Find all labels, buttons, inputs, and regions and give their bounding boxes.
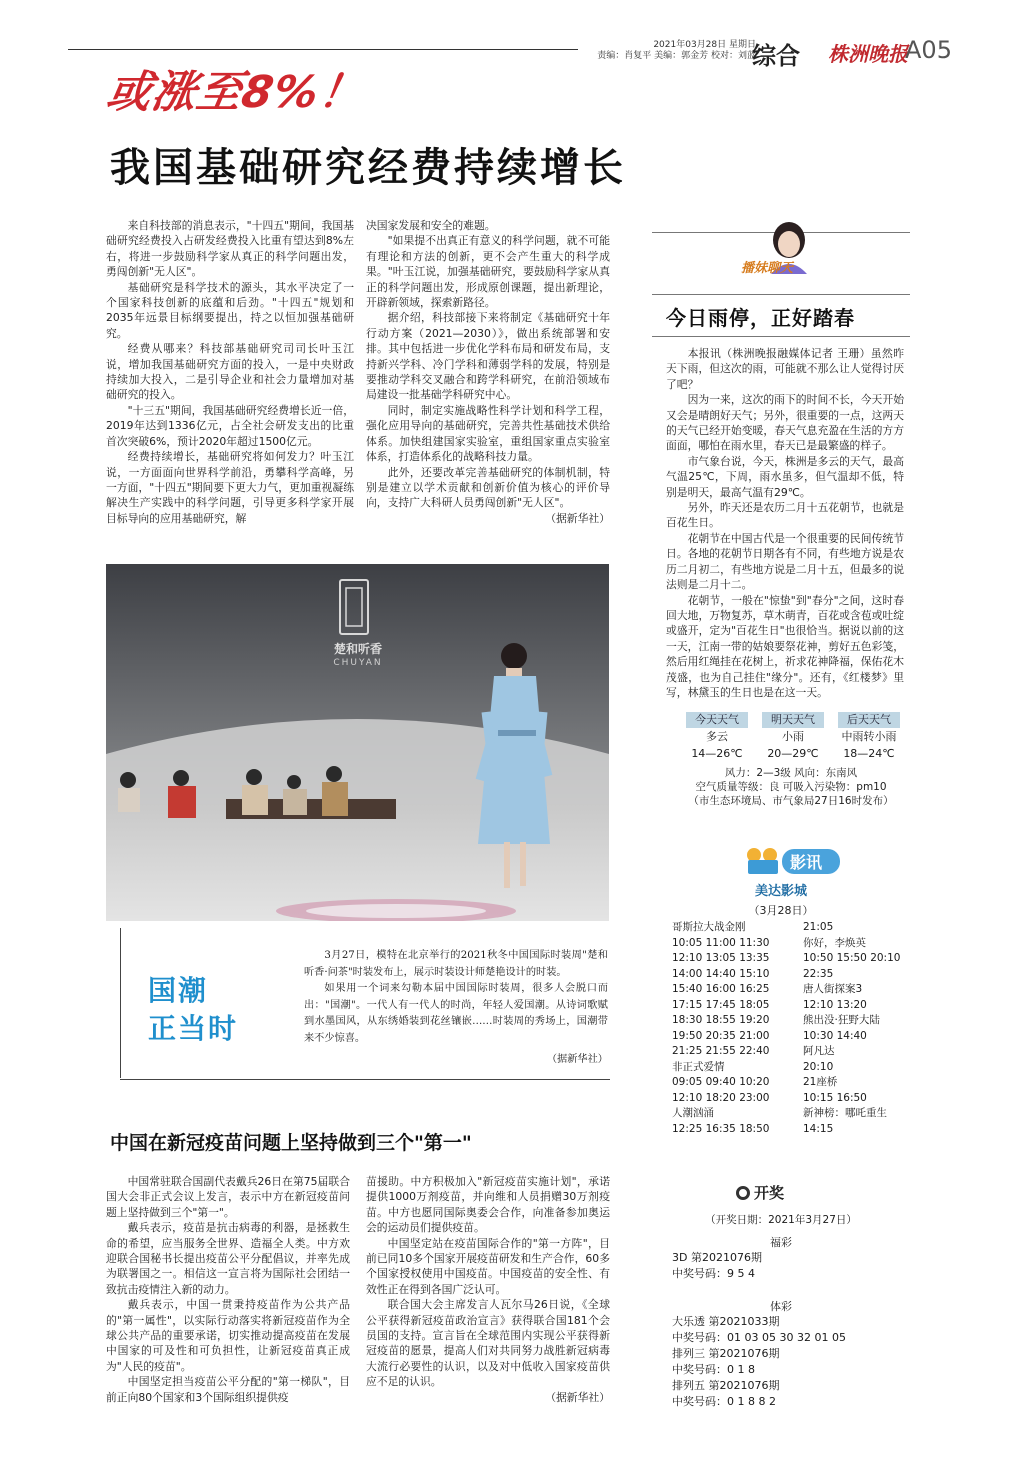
paragraph: 苗援助。中方积极加入"新冠疫苗实施计划"，承诺提供1000万剂疫苗，并向维和人员捐赠30万剂疫苗。中方也愿同国际奥委会合作，向准备参加奥运会的运动员们提供疫苗。 (366, 1175, 610, 1235)
cinema-name: 美达影城 (754, 884, 807, 899)
paragraph: 经费持续增长，基础研究将如何发力？叶玉江说，一方面面向世界科学前沿，勇攀科学高峰，另一方面，"十四五"期间要下更大力气，更加重视凝练解决生产实践中的科学问题，引导更多科学家开展目标导向的应用基础研究，解 (106, 450, 354, 525)
frame-bottom-rule (120, 1079, 610, 1080)
paragraph: 中国坚定站在疫苗国际合作的"第一方阵"，目前已同10多个国家开展疫苗研发和生产合作，60多个国家授权使用中国疫苗。中国疫苗的安全性、有效性正在得到各国广泛认可。 (366, 1236, 610, 1296)
paragraph: 经费从哪来？科技部基础研究司司长叶玉江说，增加我国基础研究方面的投入，一是中央财政持续加大投入，二是引导企业和社会力量增加对基础研究的投入。 (106, 342, 354, 402)
forecast-condition: 中雨转小雨 (841, 730, 897, 743)
fashion-show-photo (106, 564, 609, 921)
schedule-left: 人潮汹涌 (672, 1107, 714, 1119)
vaccine-col2 (366, 1174, 610, 1405)
lottery-result: 大乐透 第2021033期 (672, 1315, 780, 1328)
wind-info: 风力：2—3级 风向：东南风 (724, 767, 858, 779)
schedule-right: 10:15 16:50 (803, 1091, 867, 1104)
lottery-result: 3D 第2021076期 (672, 1251, 762, 1264)
rail-rule (652, 294, 910, 295)
movie-schedule (672, 920, 912, 1137)
caption-paragraph: 3月27日，模特在北京举行的2021秋冬中国国际时装周"楚和听香·问茶"时装发布上，展示时装设计师楚艳设计的时装。 (304, 950, 608, 978)
schedule-row (672, 967, 912, 983)
paragraph: 来自科技部的消息表示，"十四五"期间，我国基础研究经费投入占研发经费投入比重有望达到8%左右，将进一步鼓励科学家从真正的科学问题出发，勇闯创新"无人区"。 (106, 219, 354, 279)
paragraph: 基础研究是科学技术的源头，其水平决定了一个国家科技创新的底蕴和后劲。"十四五"规划和2035年远景目标纲要提出，持之以恒加强基础研究。 (106, 280, 354, 340)
lottery-title: 开奖 (754, 1184, 785, 1202)
schedule-left: 21:25 21:55 22:40 (672, 1045, 770, 1057)
forecast-day (686, 712, 748, 762)
masthead-rule (68, 49, 578, 50)
paragraph: 此外，还要改革完善基础研究的体制机制，特别是建立以学术贡献和创新价值为核心的评价导向，支持广大科研人员勇闯创新"无人区"。 (366, 465, 610, 510)
schedule-left: 19:50 20:35 21:00 (672, 1029, 770, 1042)
paragraph: 同时，制定实施战略性科学计划和科学工程，强化应用导向的基础研究，完善共性基础技术供给体系。加快组建国家实验室，重组国家重点实验室体系，打造体系化的战略科技力量。 (366, 403, 610, 464)
schedule-row (672, 1044, 912, 1060)
lottery-result: 中奖号码：01 03 05 30 32 01 05 (672, 1331, 846, 1344)
schedule-right: 21座桥 (803, 1076, 838, 1088)
main-story-col1 (106, 218, 354, 526)
paragraph: 决国家发展和安全的难题。 (366, 219, 496, 232)
callout-line2: 正当时 (148, 1012, 239, 1045)
schedule-row (672, 920, 912, 936)
schedule-right: 熊出没·狂野大陆 (803, 1014, 880, 1026)
issue-date: 2021年03月28日 星期日 (653, 40, 756, 50)
brand-en: CHUYAN (333, 658, 383, 668)
source-credit: （据新华社） (545, 1390, 610, 1404)
schedule-row (672, 998, 912, 1014)
lottery-date: （开奖日期：2021年3月27日） (705, 1214, 857, 1226)
movie-section-title: 影讯 (790, 853, 823, 872)
circle-icon (736, 1186, 750, 1200)
forecast-condition: 小雨 (782, 730, 804, 743)
paragraph: 中国常驻联合国副代表戴兵26日在第75届联合国大会非正式会议上发言，表示中方在新冠疫苗问题上坚持做到三个"第一"。 (106, 1175, 350, 1219)
schedule-left: 14:00 14:40 15:10 (672, 967, 770, 980)
schedule-left: 12:10 13:05 13:35 (672, 952, 770, 964)
schedule-left: 18:30 18:55 19:20 (672, 1014, 770, 1026)
lottery-result: 中奖号码：9 5 4 (672, 1267, 755, 1280)
schedule-right: 21:05 (803, 921, 834, 933)
schedule-date: （3月28日） (748, 904, 814, 917)
schedule-left: 17:15 17:45 18:05 (672, 998, 770, 1011)
photo-caption (304, 948, 608, 1068)
column-logo: 播妹聊天 (741, 261, 794, 276)
paragraph: 戴兵表示，疫苗是抗击病毒的利器，是拯救生命的希望，应当服务全世界、造福全人类。中方欢迎联合国秘书长提出疫苗公平分配倡议，并率先成为联署国之一。相信这一宣言将为国际社会团结一致抗击疫情注入新的动力。 (106, 1221, 350, 1296)
kicker-headline: 或涨至8%！ (102, 67, 369, 118)
lottery-result: 排列三 第2021076期 (672, 1347, 780, 1360)
schedule-right: 12:10 13:20 (803, 998, 867, 1011)
forecast-temp: 18—24℃ (843, 747, 895, 760)
forecast-condition: 多云 (706, 730, 728, 743)
source-credit: （据新华社） (545, 511, 610, 525)
runway-image (106, 564, 609, 921)
callout-line1: 国潮 (148, 974, 209, 1007)
editors-line: 责编：肖复平 美编：郭金芳 校对：刘蓝 (597, 51, 756, 61)
paragraph: 据介绍，科技部接下来将制定《基础研究十年行动方案（2021—2030）》，做出系统部署和安排。其中包括进一步优化学科布局和研发布局，支持新兴学科、冷门学科和薄弱学科的发展，特别是要推动学科交叉融合和跨学科研究，在前沿领域布局建设一批基础学科研究中心。 (366, 311, 610, 402)
weather-headline: 今日雨停，正好踏春 (666, 306, 855, 330)
schedule-right: 22:35 (803, 967, 834, 980)
main-headline: 我国基础研究经费持续增长 (110, 145, 626, 191)
schedule-row (672, 1106, 912, 1122)
schedule-row (672, 951, 912, 967)
weather-details (672, 766, 910, 808)
paragraph: 另外，昨天还是农历二月十五花朝节，也就是百花生日。 (666, 501, 904, 530)
forecast-day-label: 今天天气 (686, 712, 748, 728)
paragraph: 市气象台说，今天，株洲是多云的天气，最高气温25℃，下周，雨水虽多，但气温却不低，特别是明天，最高气温有29℃。 (666, 454, 904, 499)
schedule-left: 10:05 11:00 11:30 (672, 936, 770, 949)
schedule-left: 12:10 18:20 23:00 (672, 1091, 770, 1104)
vaccine-headline: 中国在新冠疫苗问题上坚持做到三个"第一" (110, 1132, 472, 1154)
paragraph: "如果提不出真正有意义的科学问题，就不可能有理论和方法的创新，更不会产生重大的科学成果。"叶玉江说，加强基础研究，要鼓励科学家从真正的科学问题出发，形成原创课题，提出新理论，开辟新领域，探索新路径。 (366, 234, 610, 310)
schedule-right: 14:15 (803, 1122, 834, 1135)
forecast-day (838, 712, 900, 762)
paragraph: 联合国大会主席发言人瓦尔马26日说，《全球公平获得新冠疫苗政治宣言》获得联合国181个会员国的支持。宣言旨在全球范围内实现公平获得新冠疫苗的愿景，提高人们对共同努力战胜新冠病毒大流行必要性的认识，以及对中低收入国家疫苗供应不足的认识。 (366, 1298, 610, 1389)
forecast-day-label: 后天天气 (838, 712, 900, 728)
schedule-row (672, 1075, 912, 1091)
schedule-right: 10:50 15:50 20:10 (803, 952, 901, 964)
caption-source: （据新华社） (546, 1053, 608, 1065)
paragraph: "十三五"期间，我国基础研究经费增长近一倍，2019年达到1336亿元，占全社会研发支出的比重首次突破6%，预计2020年超过1500亿元。 (106, 403, 354, 448)
schedule-left: 15:40 16:00 16:25 (672, 983, 770, 995)
lottery-heading (736, 1182, 784, 1203)
schedule-left: 非正式爱情 (672, 1060, 725, 1073)
lottery-result: 中奖号码：0 1 8 (672, 1363, 755, 1376)
schedule-right: 20:10 (803, 1060, 834, 1073)
schedule-row (672, 936, 912, 952)
weather-story-body (666, 346, 904, 700)
air-quality: 空气质量等级：良 可吸入污染物：pm10 (695, 781, 887, 793)
lottery-category: 福彩 (770, 1236, 792, 1249)
caption-paragraph: 如果用一个词来勾勒本届中国国际时装周，很多人会脱口而出："国潮"。一代人有一代人的时尚，年轻人爱国潮。从诗词歌赋到水墨国风，从东绣婚装到花丝镶嵌……时装周的秀场上，国潮带来不少惊喜。 (304, 983, 608, 1044)
issued-by: （市生态环境局、市气象局27日16时发布） (688, 795, 894, 807)
forecast-temp: 20—29℃ (767, 747, 819, 760)
section-name: 综合 (752, 42, 800, 70)
paragraph: 因为一来，这次的雨下的时间不长，今天开始又会是晴朗好天气；另外，很重要的一点，这两天的天气已经开始变暖，春天气息充盈在生活的方方面面，哪怕在雨水里，春天已是最繁盛的样子。 (666, 393, 904, 453)
schedule-row (672, 1029, 912, 1045)
lottery-result: 中奖号码：0 1 8 8 2 (672, 1395, 776, 1408)
schedule-row (672, 1060, 912, 1076)
guochao-callout (148, 972, 238, 1048)
schedule-right: 唐人街探案3 (803, 983, 863, 995)
movie-section-logo (744, 846, 844, 880)
schedule-right: 新神榜：哪吒重生 (803, 1107, 887, 1119)
schedule-row (672, 1091, 912, 1107)
schedule-left: 09:05 09:40 10:20 (672, 1076, 770, 1088)
vaccine-col1 (106, 1174, 350, 1405)
forecast-temp: 14—26℃ (691, 747, 743, 760)
newspaper-logo: 株洲晚报 (828, 42, 908, 66)
paragraph: 戴兵表示，中国一贯秉持疫苗作为公共产品的"第一属性"，以实际行动落实将新冠疫苗作为全球公共产品的重要承诺，切实推动提高疫苗在发展中国家的可及性和可负担性，让新冠疫苗真正成为"人民的疫苗"。 (106, 1298, 350, 1373)
main-story-col2 (366, 218, 610, 526)
lottery-category: 体彩 (770, 1300, 792, 1313)
schedule-row (672, 1013, 912, 1029)
forecast-day (762, 712, 824, 762)
schedule-row (672, 982, 912, 998)
frame-left-rule (120, 928, 121, 1078)
paragraph: 本报讯（株洲晚报融媒体记者 王珊）虽然昨天下雨，但这次的雨，可能就不那么让人觉得讨厌了吧？ (666, 347, 904, 391)
schedule-left: 哥斯拉大战金刚 (672, 921, 746, 933)
rail-rule (652, 336, 910, 337)
schedule-right: 你好，李焕英 (803, 936, 866, 949)
schedule-row (672, 1122, 912, 1138)
paragraph: 中国坚定担当疫苗公平分配的"第一梯队"，目前正向80个国家和3个国际组织提供疫 (106, 1375, 350, 1404)
forecast-day-label: 明天天气 (762, 712, 824, 728)
schedule-right: 10:30 14:40 (803, 1029, 867, 1042)
page-number: A05 (905, 36, 952, 64)
lottery-result: 排列五 第2021076期 (672, 1379, 780, 1392)
brand-cn: 楚和听香 (333, 642, 382, 656)
schedule-right: 阿凡达 (803, 1045, 835, 1057)
schedule-left: 12:25 16:35 18:50 (672, 1122, 770, 1135)
paragraph: 花朝节在中国古代是一个很重要的民间传统节日。各地的花朝节日期各有不同，有些地方说是农历二月初二，有些地方说是二月十五，但最多的说法则是二月十二。 (666, 531, 904, 592)
paragraph: 花朝节，一般在"惊蛰"到"春分"之间，这时春回大地，万物复苏，草木萌青，百花或含苞或吐绽或盛开，定为"百花生日"也很恰当。据说以前的这一天，江南一带的姑娘要祭花神，剪好五色彩笺，然后用红绳挂在花树上，祈求花神降福，保佑花木茂盛，也为自己挂住"缘分"。还有，《红楼梦》里写，林黛玉的生日也是在这一天。 (666, 593, 904, 699)
masthead-meta (586, 40, 756, 62)
